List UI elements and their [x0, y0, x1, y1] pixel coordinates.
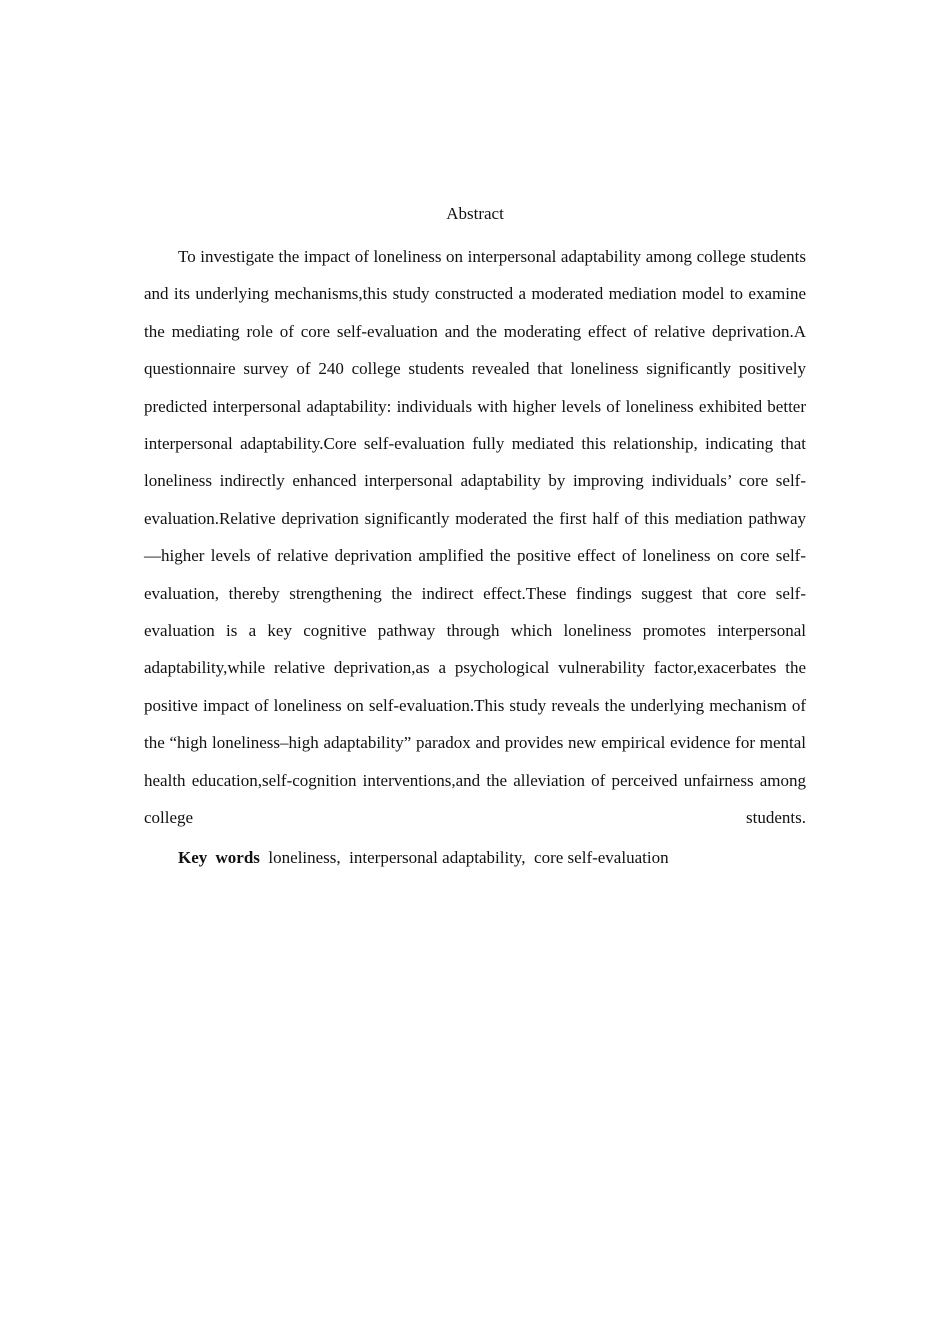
keywords-list: loneliness, interpersonal adaptability, core self-evaluation — [259, 847, 669, 867]
abstract-section — [144, 201, 806, 871]
abstract-paragraph: To investigate the impact of loneliness on interpersonal adaptability among college students and its underlying mechanisms,this study constructed a moderated mediation model to examine the mediating role of core self-evaluation and the moderating effect of relative deprivation.A questionnaire survey of 240 college students revealed that loneliness significantly positively predicted interpersonal adaptability: individuals with higher levels of loneliness exhibited better interpersonal adaptability.Core self-evaluation fully mediated this relationship, indicating that loneliness indirectly enhanced interpersonal adaptability by improving individuals’ core self-evaluation.Relative deprivation significantly moderated the first half of this mediation pathway—higher levels of relative deprivation amplified the positive effect of loneliness on core self-evaluation, thereby strengthening the indirect effect.These findings suggest that core self-evaluation is a key cognitive pathway through which loneliness promotes interpersonal adaptability,while relative deprivation,as a psychological vulnerability factor,exacerbates the positive impact of loneliness on self-evaluation.This study reveals the underlying mechanism of the “high loneliness–high adaptability” paradox and provides new empirical evidence for mental health education,self-cognition interventions,and the alleviation of perceived unfairness among college students. — [144, 247, 806, 828]
abstract-heading: Abstract — [446, 204, 504, 223]
keywords-line — [144, 845, 806, 871]
keywords-label: Key words — [178, 847, 260, 867]
